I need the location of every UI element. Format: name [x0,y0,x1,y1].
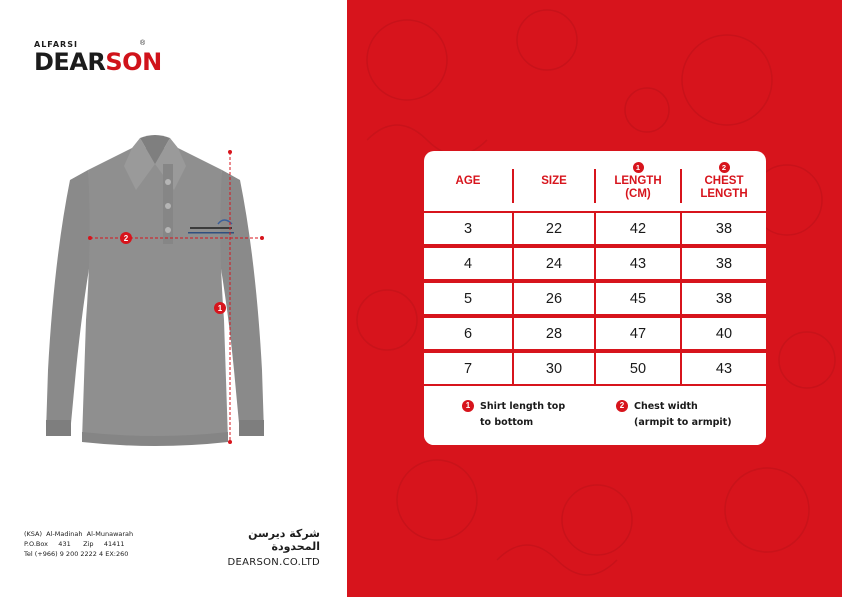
cell-size: 30 [514,353,594,384]
cell-length: 43 [596,248,680,279]
legend-item-chest [616,399,732,431]
header-length-line1: LENGTH [614,174,662,187]
shirt-body [82,148,228,444]
cell-length: 47 [596,318,680,349]
header-chest-line2: LENGTH [700,187,748,200]
cell-chest: 43 [682,353,766,384]
cell-size: 28 [514,318,594,349]
chest-end-right [260,236,264,240]
company-name [208,527,320,568]
contact-info [24,529,133,559]
table-row [424,246,766,281]
legend-chest-line2: (armpit to armpit) [634,417,732,428]
legend-text-chest [634,399,732,431]
cell-age: 3 [424,213,512,244]
size-chart-header [424,151,766,211]
cell-size: 24 [514,248,594,279]
legend-chest-line1: Chest width [634,401,698,412]
table-row [424,351,766,386]
brand-logo [34,40,162,80]
length-marker-1-label: 1 [217,304,223,313]
left-cuff [46,420,71,436]
legend-text-length [480,399,565,431]
right-panel [347,0,842,597]
brand-main-word-a: DEAR [34,48,106,76]
brand-main-word [34,48,162,76]
address-line: (KSA) Al-Madinah Al-Munawarah [24,530,134,538]
header-length-line2: (CM) [625,187,651,200]
cell-size: 22 [514,213,594,244]
legend-marker-1: 1 [462,400,474,412]
header-chest [682,151,766,211]
header-age [424,151,512,211]
company-name-arabic: شركة ديرسن المحدودة [248,527,320,553]
left-panel [0,0,347,597]
header-size-label: SIZE [541,174,567,187]
header-length [596,151,680,211]
length-end-bottom [228,440,232,444]
cell-length: 45 [596,283,680,314]
pobox-line: P.O.Box 431 Zip 41411 [24,540,125,548]
button-2 [165,203,171,209]
embroidery-text-1 [190,227,232,229]
phone-line: Tel (+966) 9 200 2222 4 EX:260 [24,550,129,558]
length-marker-icon: 1 [633,162,644,173]
cell-size: 26 [514,283,594,314]
measurement-legend [424,387,766,445]
legend-item-length [462,399,565,431]
chest-marker-icon: 2 [719,162,730,173]
chest-marker-2-label: 2 [123,234,129,243]
cell-age: 5 [424,283,512,314]
header-chest-line1: CHEST [704,174,744,187]
right-cuff [239,420,264,436]
cell-length: 42 [596,213,680,244]
cell-age: 4 [424,248,512,279]
embroidery-text-2 [188,232,234,234]
company-name-english: DEARSON.CO.LTD [227,557,320,568]
legend-length-line1: Shirt length top [480,401,566,412]
header-size [514,151,594,211]
cell-length: 50 [596,353,680,384]
header-age-label: AGE [455,174,481,187]
legend-length-line2: to bottom [480,417,534,428]
cell-chest: 38 [682,283,766,314]
size-chart-card [424,151,766,445]
polo-shirt-image [40,120,270,460]
registered-mark: ® [140,40,146,47]
cell-age: 7 [424,353,512,384]
shirt-diagram [40,120,270,460]
brand-top-word: ALFARSI [34,40,78,49]
table-row [424,211,766,246]
table-row [424,281,766,316]
cell-chest: 40 [682,318,766,349]
button-3 [165,227,171,233]
brand-main-word-b: SON [105,48,162,76]
button-1 [165,179,171,185]
length-end-top [228,150,232,154]
table-row [424,316,766,351]
cell-chest: 38 [682,248,766,279]
chest-end-left [88,236,92,240]
cell-chest: 38 [682,213,766,244]
cell-age: 6 [424,318,512,349]
legend-marker-2: 2 [616,400,628,412]
